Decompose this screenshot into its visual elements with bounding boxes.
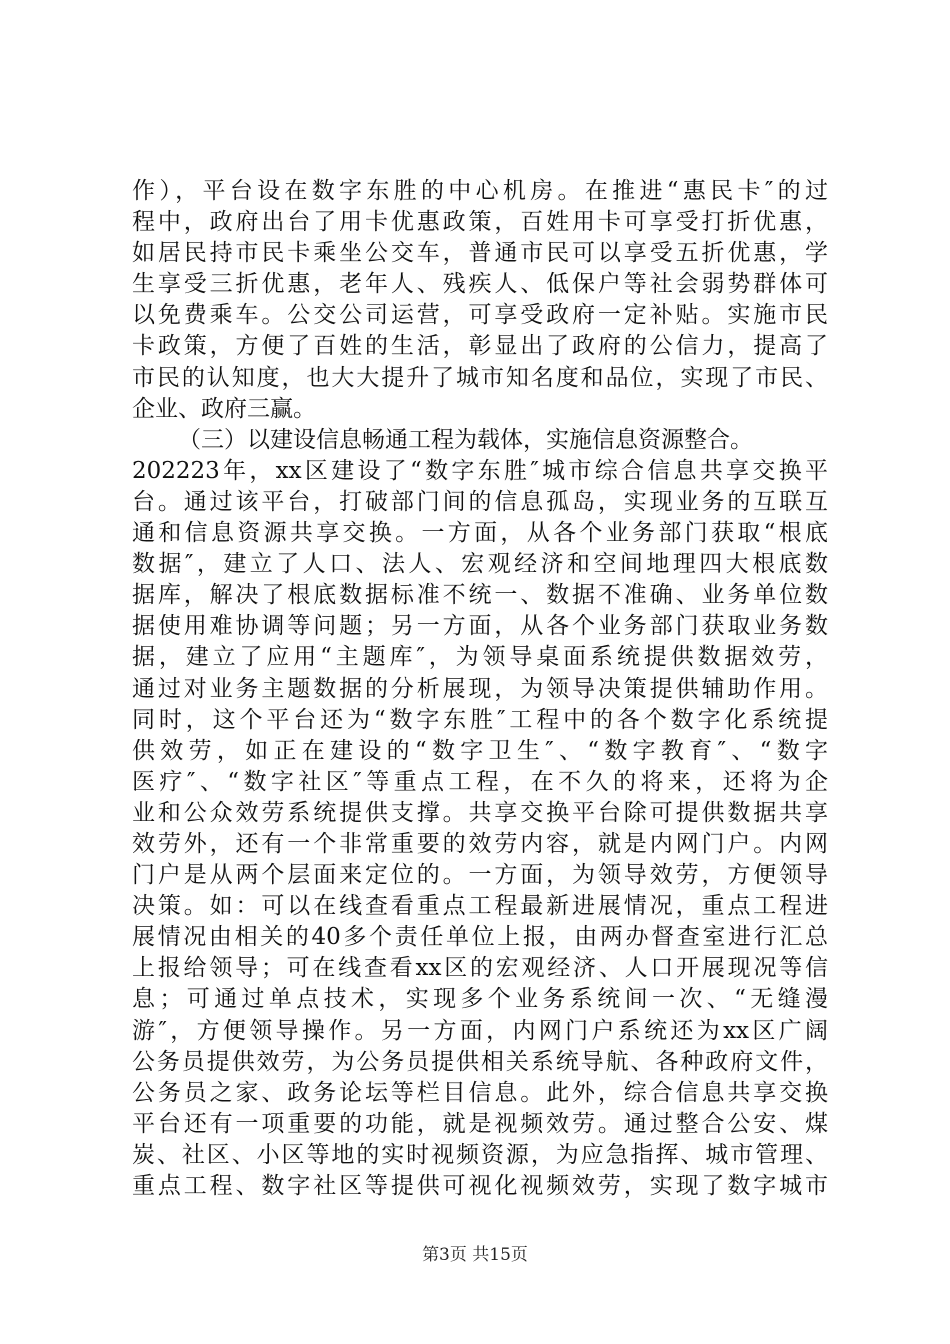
text-line: 业和公众效劳系统提供支撑。共享交换平台除可提供数据共享 <box>132 799 828 826</box>
text-line: 以免费乘车。公交公司运营，可享受政府一定补贴。实施市民 <box>132 302 828 329</box>
text-line: 据，建立了应用“主题库″，为领导桌面系统提供数据效劳， <box>132 644 828 671</box>
text-line: 数据″，建立了人口、法人、宏观经济和空间地理四大根底数 <box>132 551 828 578</box>
text-line: 效劳外，还有一个非常重要的效劳内容，就是内网门户。内网 <box>132 830 828 857</box>
page-number-footer: 第3页 共15页 <box>422 1245 528 1265</box>
text-line: 作），平台设在数字东胜的中心机房。在推进“惠民卡″的过 <box>132 178 828 204</box>
text-line: 通过对业务主题数据的分析展现，为领导决策提供辅助作用。 <box>132 675 828 702</box>
text-line: 生享受三折优惠，老年人、残疾人、低保户等社会弱势群体可 <box>132 271 828 298</box>
text-line: 息；可通过单点技术，实现多个业务系统间一次、“无缝漫 <box>132 986 828 1013</box>
text-line: 上报给领导；可在线查看xx区的宏观经济、人口开展现况等信 <box>132 955 828 982</box>
text-line: 平台还有一项重要的功能，就是视频效劳。通过整合公安、煤 <box>132 1110 828 1137</box>
text-line: 市民的认知度，也大大提升了城市知名度和品位，实现了市民、 <box>132 364 828 391</box>
text-line: 据使用难协调等问题；另一方面，从各个业务部门获取业务数 <box>132 613 828 640</box>
text-line: 公务员提供效劳，为公务员提供相关系统导航、各种政府文件， <box>132 1048 828 1075</box>
text-line: 决策。如：可以在线查看重点工程最新进展情况，重点工程进 <box>132 893 828 920</box>
text-line: 公务员之家、政务论坛等栏目信息。此外，综合信息共享交换 <box>132 1079 828 1106</box>
text-line: 门户是从两个层面来定位的。一方面，为领导效劳，方便领导 <box>132 862 828 889</box>
body-text <box>132 176 828 1202</box>
text-line: 202223年，xx区建设了“数字东胜″城市综合信息共享交换平 <box>132 457 828 484</box>
text-line: 炭、社区、小区等地的实时视频资源，为应急指挥、城市管理、 <box>132 1141 828 1168</box>
text-line: 游″，方便领导操作。另一方面，内网门户系统还为xx区广阔 <box>132 1017 828 1044</box>
text-line: 重点工程、数字社区等提供可视化视频效劳，实现了数字城市 <box>132 1173 828 1199</box>
text-line: 台。通过该平台，打破部门间的信息孤岛，实现业务的互联互 <box>132 488 828 515</box>
text-line: 企业、政府三赢。 <box>132 395 316 422</box>
text-line: 通和信息资源共享交换。一方面，从各个业务部门获取“根底 <box>132 520 828 547</box>
text-line: 如居民持市民卡乘坐公交车，普通市民可以享受五折优惠，学 <box>132 240 828 267</box>
text-line: 展情况由相关的40多个责任单位上报，由两办督查室进行汇总 <box>132 924 828 951</box>
section-heading-line: （三）以建设信息畅通工程为载体，实施信息资源整合。 <box>178 426 753 453</box>
text-line: 卡政策，方便了百姓的生活，彰显出了政府的公信力，提高了 <box>132 333 828 360</box>
text-line: 同时，这个平台还为“数字东胜″工程中的各个数字化系统提 <box>132 706 828 733</box>
text-line: 据库，解决了根底数据标准不统一、数据不准确、业务单位数 <box>132 582 828 609</box>
text-line: 供效劳，如正在建设的“数字卫生″、“数字教育″、“数字 <box>132 737 828 764</box>
text-line: 程中，政府出台了用卡优惠政策，百姓用卡可享受打折优惠， <box>132 209 828 236</box>
text-line: 医疗″、“数字社区″等重点工程，在不久的将来，还将为企 <box>132 768 828 795</box>
